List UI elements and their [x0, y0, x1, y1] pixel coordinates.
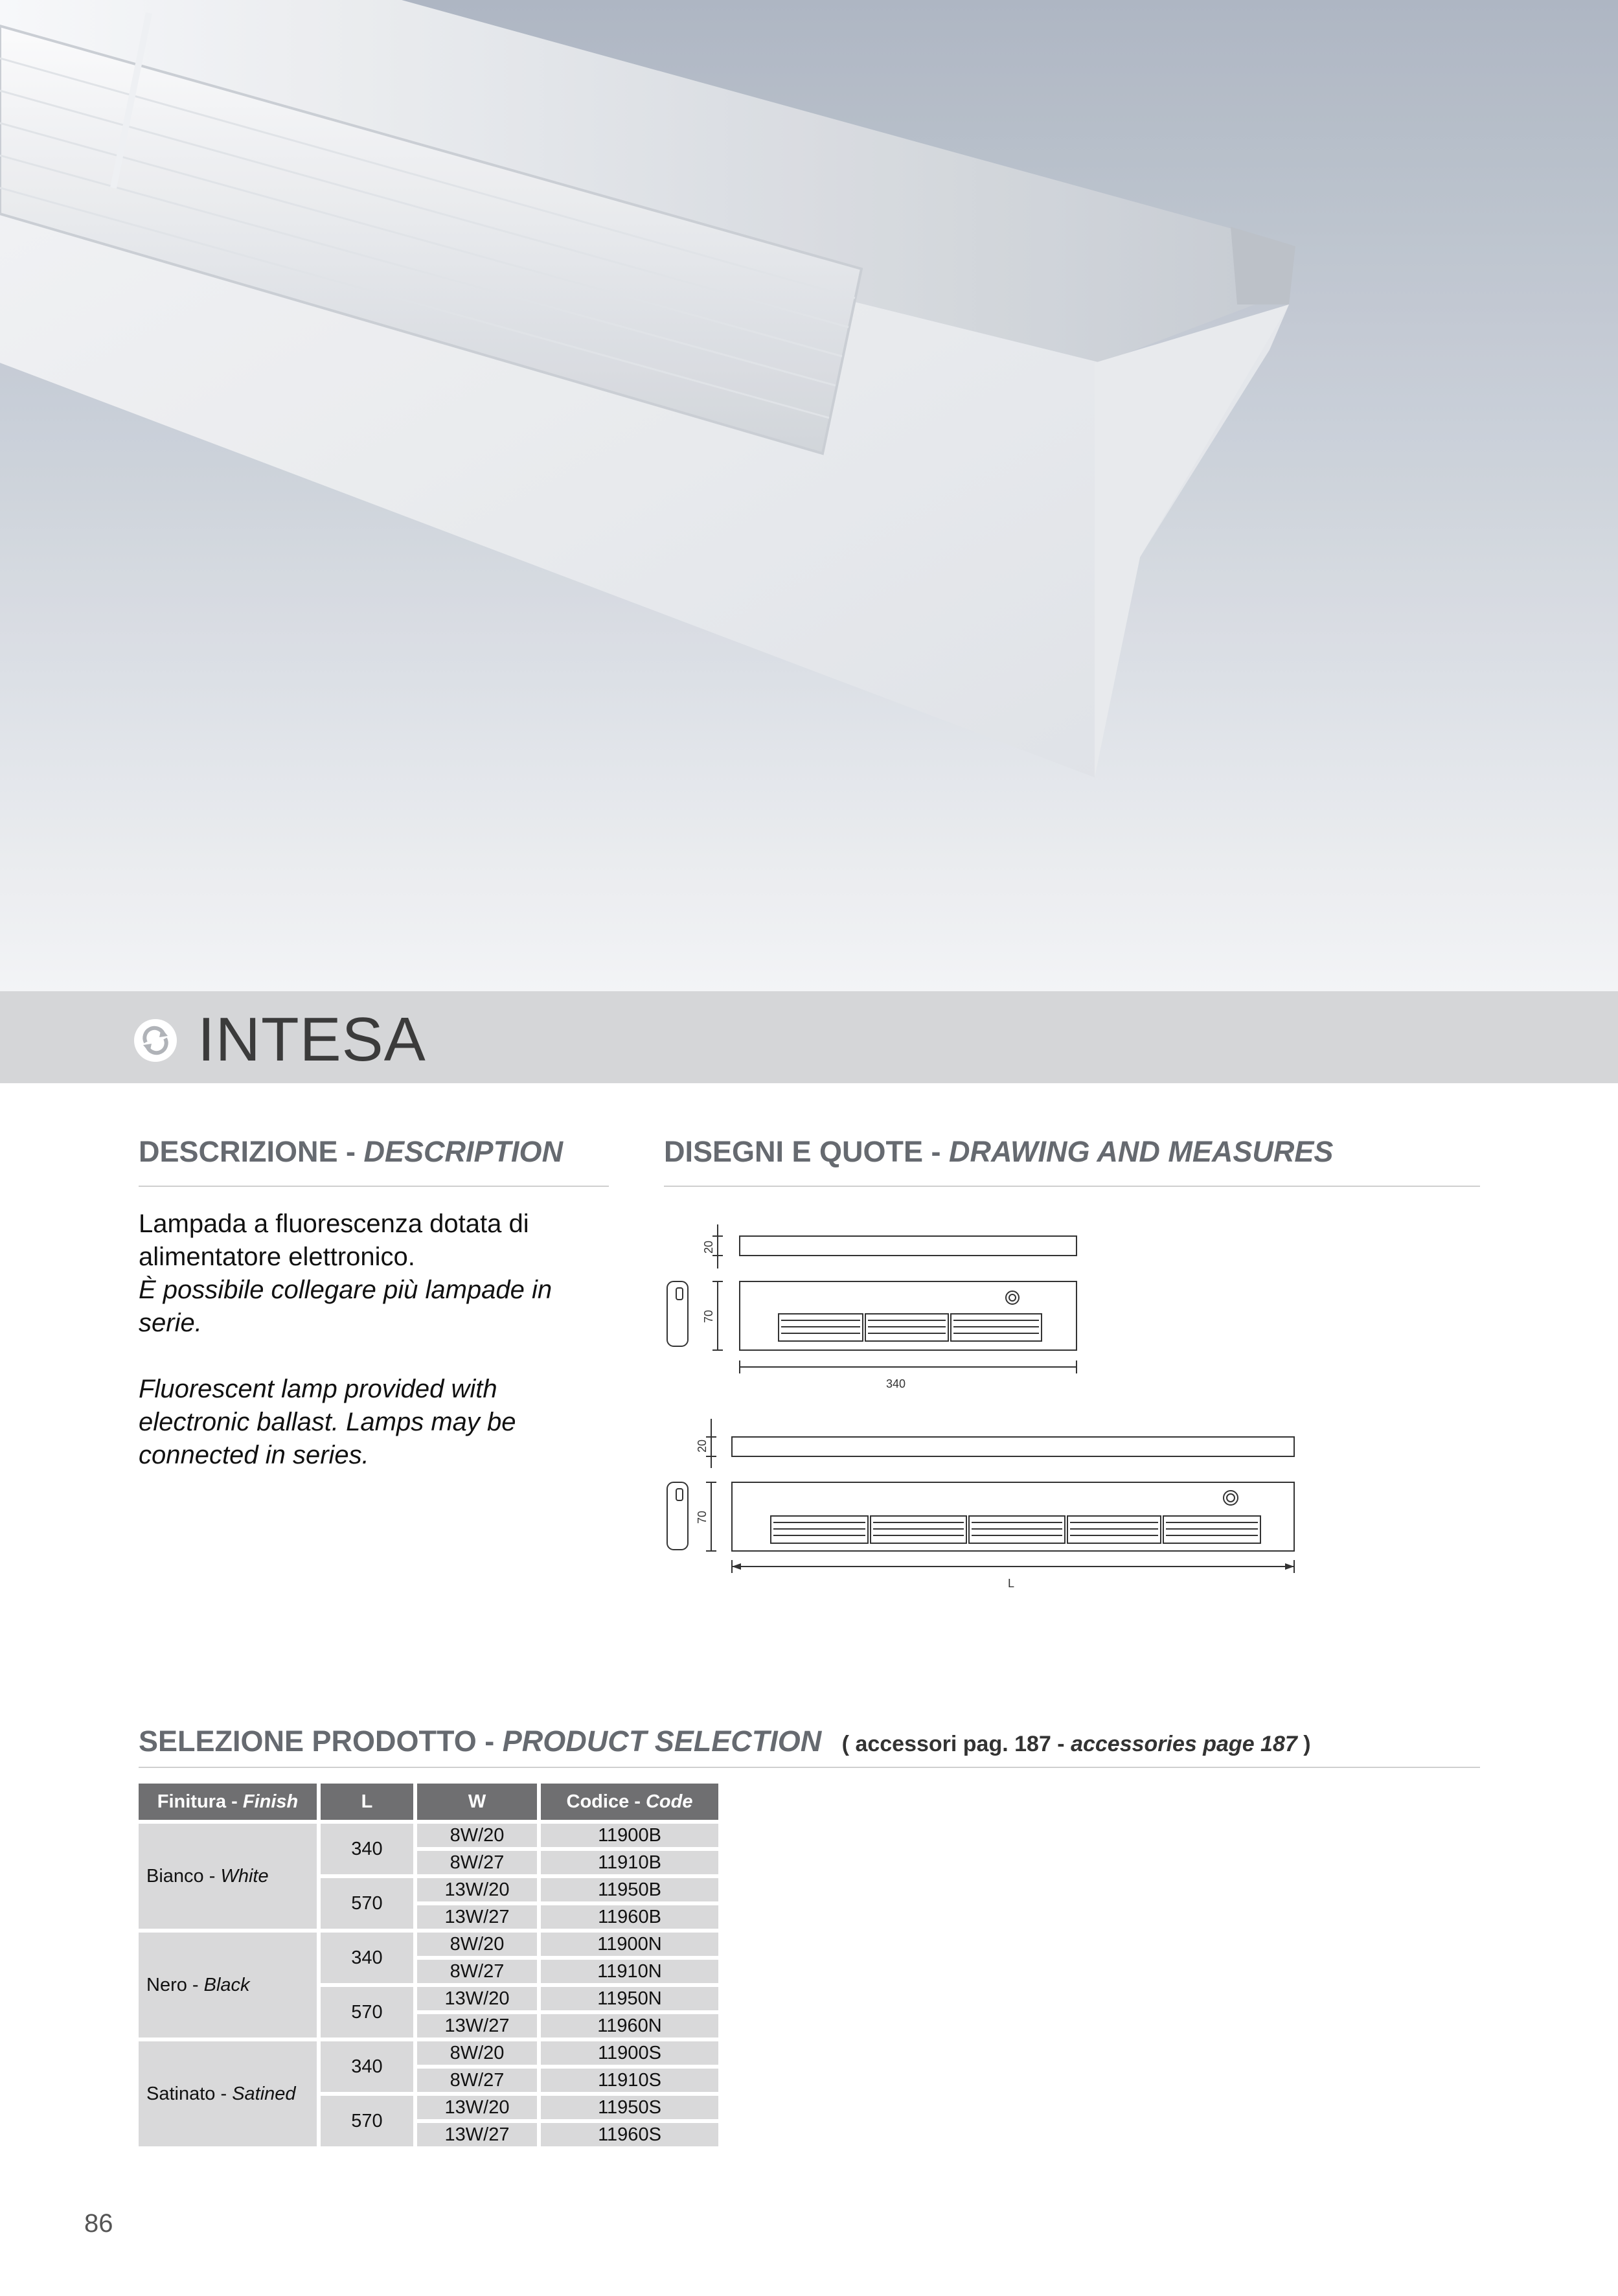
- dim-label-top-height: 20: [702, 1240, 715, 1254]
- code-cell: 11950B: [541, 1878, 718, 1901]
- description-line: connected in series.: [139, 1441, 369, 1469]
- code-cell: 11960B: [541, 1905, 718, 1929]
- watt-cell: 13W/27: [417, 2123, 537, 2146]
- description-line: Fluorescent lamp provided with: [139, 1375, 497, 1403]
- table-row: [139, 1933, 718, 1956]
- dim-label-long-length: L: [1008, 1577, 1015, 1590]
- length-cell: 340: [321, 1933, 413, 1983]
- watt-cell: 8W/20: [417, 2041, 537, 2065]
- drawing-rule: [664, 1186, 1480, 1187]
- length-cell: 570: [321, 1878, 413, 1929]
- description-text: [139, 1208, 605, 1472]
- watt-cell: 13W/20: [417, 1987, 537, 2010]
- code-cell: 11900B: [541, 1824, 718, 1847]
- watt-cell: 13W/27: [417, 1905, 537, 1929]
- code-cell: 11900S: [541, 2041, 718, 2065]
- selection-heading: SELEZIONE PRODOTTO - PRODUCT SELECTION ( accessori pag. 187 - accessories page 187 ): [139, 1725, 1311, 1758]
- dim-label-top-height-long: 20: [696, 1439, 709, 1452]
- length-cell: 570: [321, 2096, 413, 2146]
- code-cell: 11910B: [541, 1851, 718, 1874]
- column-header-finish: Finitura - Finish: [139, 1784, 317, 1820]
- finish-cell: Satinato - Satined: [139, 2041, 317, 2146]
- length-cell: 340: [321, 2041, 413, 2092]
- watt-cell: 13W/27: [417, 2014, 537, 2038]
- code-cell: 11950S: [541, 2096, 718, 2119]
- accessories-note: ( accessori pag. 187 - accessories page 187 ): [841, 1732, 1311, 1756]
- code-cell: 11910N: [541, 1960, 718, 1983]
- description-line: Lampada a fluorescenza dotata di: [139, 1210, 529, 1238]
- product-title: INTESA: [198, 1005, 426, 1074]
- watt-cell: 8W/20: [417, 1824, 537, 1847]
- product-photo: [0, 0, 1618, 991]
- dim-label-body-height: 70: [702, 1309, 715, 1323]
- product-selection-table: [135, 1780, 722, 2150]
- code-cell: 11960S: [541, 2123, 718, 2146]
- column-header-watt: W: [417, 1784, 537, 1820]
- watt-cell: 8W/27: [417, 1851, 537, 1874]
- description-line: serie.: [139, 1309, 202, 1337]
- page-number: 86: [84, 2209, 113, 2238]
- selection-rule: [139, 1767, 1480, 1768]
- length-cell: 340: [321, 1824, 413, 1874]
- column-header-code: Codice - Code: [541, 1784, 718, 1820]
- table-row: [139, 1824, 718, 1847]
- description-rule: [139, 1186, 609, 1187]
- watt-cell: 8W/27: [417, 2069, 537, 2092]
- watt-cell: 8W/27: [417, 1960, 537, 1983]
- code-cell: 11950N: [541, 1987, 718, 2010]
- code-cell: 11960N: [541, 2014, 718, 2038]
- drawing-heading: DISEGNI E QUOTE - DRAWING AND MEASURES: [664, 1135, 1334, 1168]
- length-cell: 570: [321, 1987, 413, 2038]
- watt-cell: 13W/20: [417, 2096, 537, 2119]
- description-line: È possibile collegare più lampade in: [139, 1276, 553, 1304]
- dim-label-short-length: 340: [886, 1377, 906, 1390]
- table-row: [139, 2041, 718, 2065]
- refresh-circle-icon: [133, 1018, 178, 1063]
- technical-drawing: [648, 1211, 1321, 1616]
- description-line: electronic ballast. Lamps may be: [139, 1408, 516, 1436]
- code-cell: 11910S: [541, 2069, 718, 2092]
- finish-cell: Bianco - White: [139, 1824, 317, 1929]
- watt-cell: 8W/20: [417, 1933, 537, 1956]
- description-line: alimentatore elettronico.: [139, 1243, 415, 1271]
- description-heading: DESCRIZIONE - DESCRIPTION: [139, 1135, 564, 1168]
- finish-cell: Nero - Black: [139, 1933, 317, 2038]
- watt-cell: 13W/20: [417, 1878, 537, 1901]
- code-cell: 11900N: [541, 1933, 718, 1956]
- column-header-length: L: [321, 1784, 413, 1820]
- dim-label-body-height-long: 70: [696, 1510, 709, 1524]
